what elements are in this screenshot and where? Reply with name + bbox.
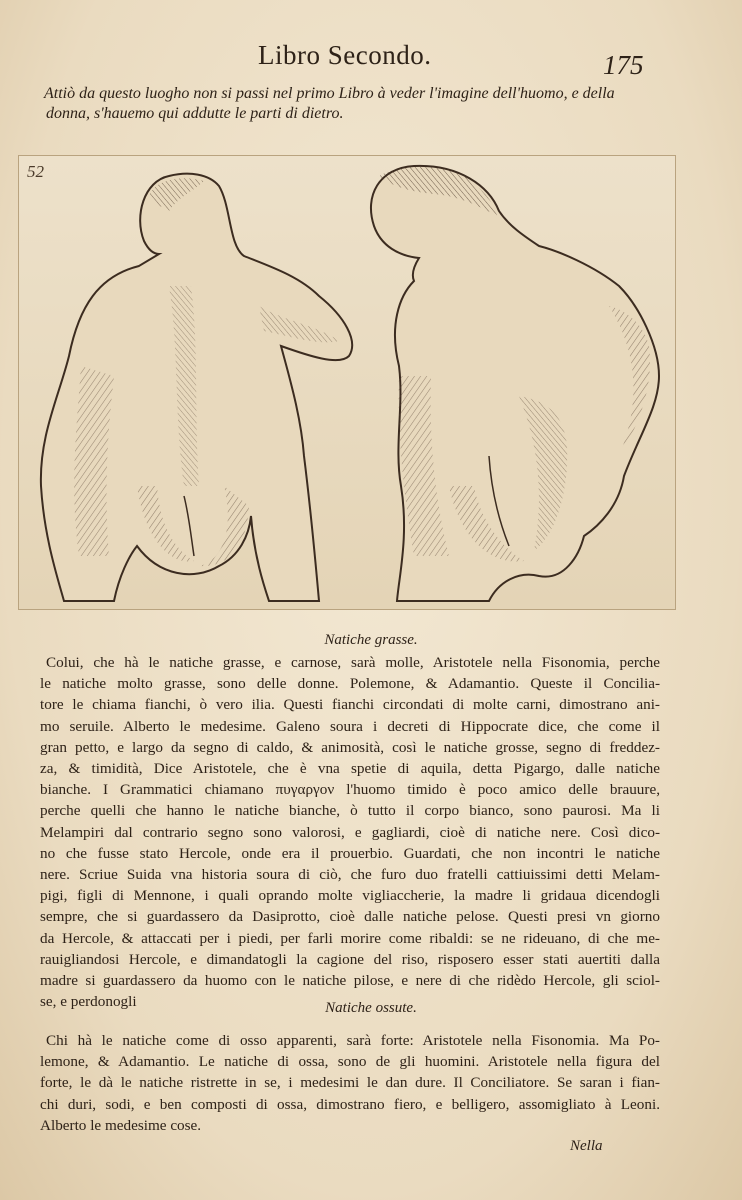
- text-line: le natiche molto grasse, sono delle donne. Polemone, & Adamantio. Queste il Concilia-: [40, 675, 660, 693]
- text-line: mo seruile. Alberto le medesime. Galeno soura i decreti di Hippocrate dice, che come il: [40, 717, 660, 735]
- text-line: Chi hà le natiche come di osso apparenti, sarà forte: Aristotele nella Fisonomia. Ma Po-: [46, 1032, 660, 1049]
- intro-line: Attiò da questo luogho non si passi nel primo Libro à veder l'imagine dell'huomo, e della: [44, 85, 615, 102]
- section-body-natiche-grasse: [40, 652, 660, 1012]
- text-line: madre si guardassero da huomo con le natiche pilose, e nere di che ridèdo Hercole, gli sciol-: [40, 972, 660, 990]
- catchword: Nella: [570, 1138, 603, 1154]
- text-line: Alberto le medesime cose.: [40, 1116, 202, 1134]
- section-heading-natiche-ossute: Natiche ossute.: [325, 1000, 417, 1016]
- male-figure-back: [41, 174, 352, 601]
- text-line: chi duri, sodi, e ben composti di ossa, dimostrano fiero, e belligero, assomigliato à Leoni.: [40, 1095, 660, 1113]
- text-line: gran petto, e largo da segno di caldo, & animosità, così le natiche grosse, segno di freddez-: [40, 738, 660, 756]
- text-line: perche quelli che hanno le natiche bianche, ò tutto il corpo bianco, sono paurosi. Ma li: [40, 802, 660, 820]
- text-line: za, & timidità, Dice Aristotele, che è vna spetie di aquila, detta Pigargo, dalle natiche: [40, 760, 660, 778]
- text-line: da Hercole, & attaccati per i piedi, per farli morire come ribaldi: se ne rideuano, di che me-: [40, 929, 660, 947]
- section-heading-natiche-grasse: Natiche grasse.: [324, 632, 418, 648]
- text-line: nere. Scriue Suida vna historia soura di ciò, che furo duo fratelli cattiuissimi detti Melam-: [40, 866, 660, 884]
- engraving-illustration: [19, 156, 675, 609]
- plate-number: 52: [27, 162, 44, 181]
- text-line: tore le chiama fianchi, ò vero ilia. Questi fianchi circondati di molte carni, dimostrano ani-: [40, 696, 660, 714]
- text-line: sempre, che si guardassero da Dasiprotto, cioè dalle natiche pelose. Questi presi vn giorno: [40, 908, 660, 926]
- running-title: Libro Secondo.: [258, 40, 432, 70]
- section-body-natiche-ossute: [40, 1030, 660, 1136]
- text-line: pigi, figli di Mennone, i quali oprando molte vigliaccherie, la madre li gridaua dicendogli: [40, 887, 660, 905]
- text-line: se, e perdonogli: [40, 993, 137, 1011]
- text-line: Melampiri dal contrario segno sono valorosi, e gagliardi, cioè di natiche nere. Così dico-: [40, 823, 660, 841]
- text-line: lemone, & Adamantio. Le natiche di ossa, sono de gli huomini. Aristotele nella figura del: [40, 1053, 660, 1071]
- page-number: 175: [603, 50, 644, 80]
- text-line: no che fusse stato Hercole, onde era il prouerbio. Guardati, che non incontri le natiche: [40, 844, 660, 862]
- text-line: Colui, che hà le natiche grasse, e carnose, sarà molle, Aristotele nella Fisonomia, perche: [46, 654, 660, 671]
- intro-line: donna, s'hauemo qui addutte le parti di dietro.: [46, 105, 344, 122]
- text-line: forte, le dà le natiche ristrette in se, i medesimi le dan dure. Il Conciliatore. Se saran i fian-: [40, 1074, 660, 1092]
- text-line: rauigliandosi Hercole, e dimandatogli la cagione del riso, risposero esser stati auertiti dalla: [40, 950, 660, 968]
- engraving-plate: [18, 155, 676, 610]
- intro-caption: [44, 84, 654, 124]
- female-figure-back: [371, 166, 659, 601]
- text-line: bianche. I Grammatici chiamano πυγαργον l'huomo timido è poco amico delle brauure,: [40, 781, 660, 799]
